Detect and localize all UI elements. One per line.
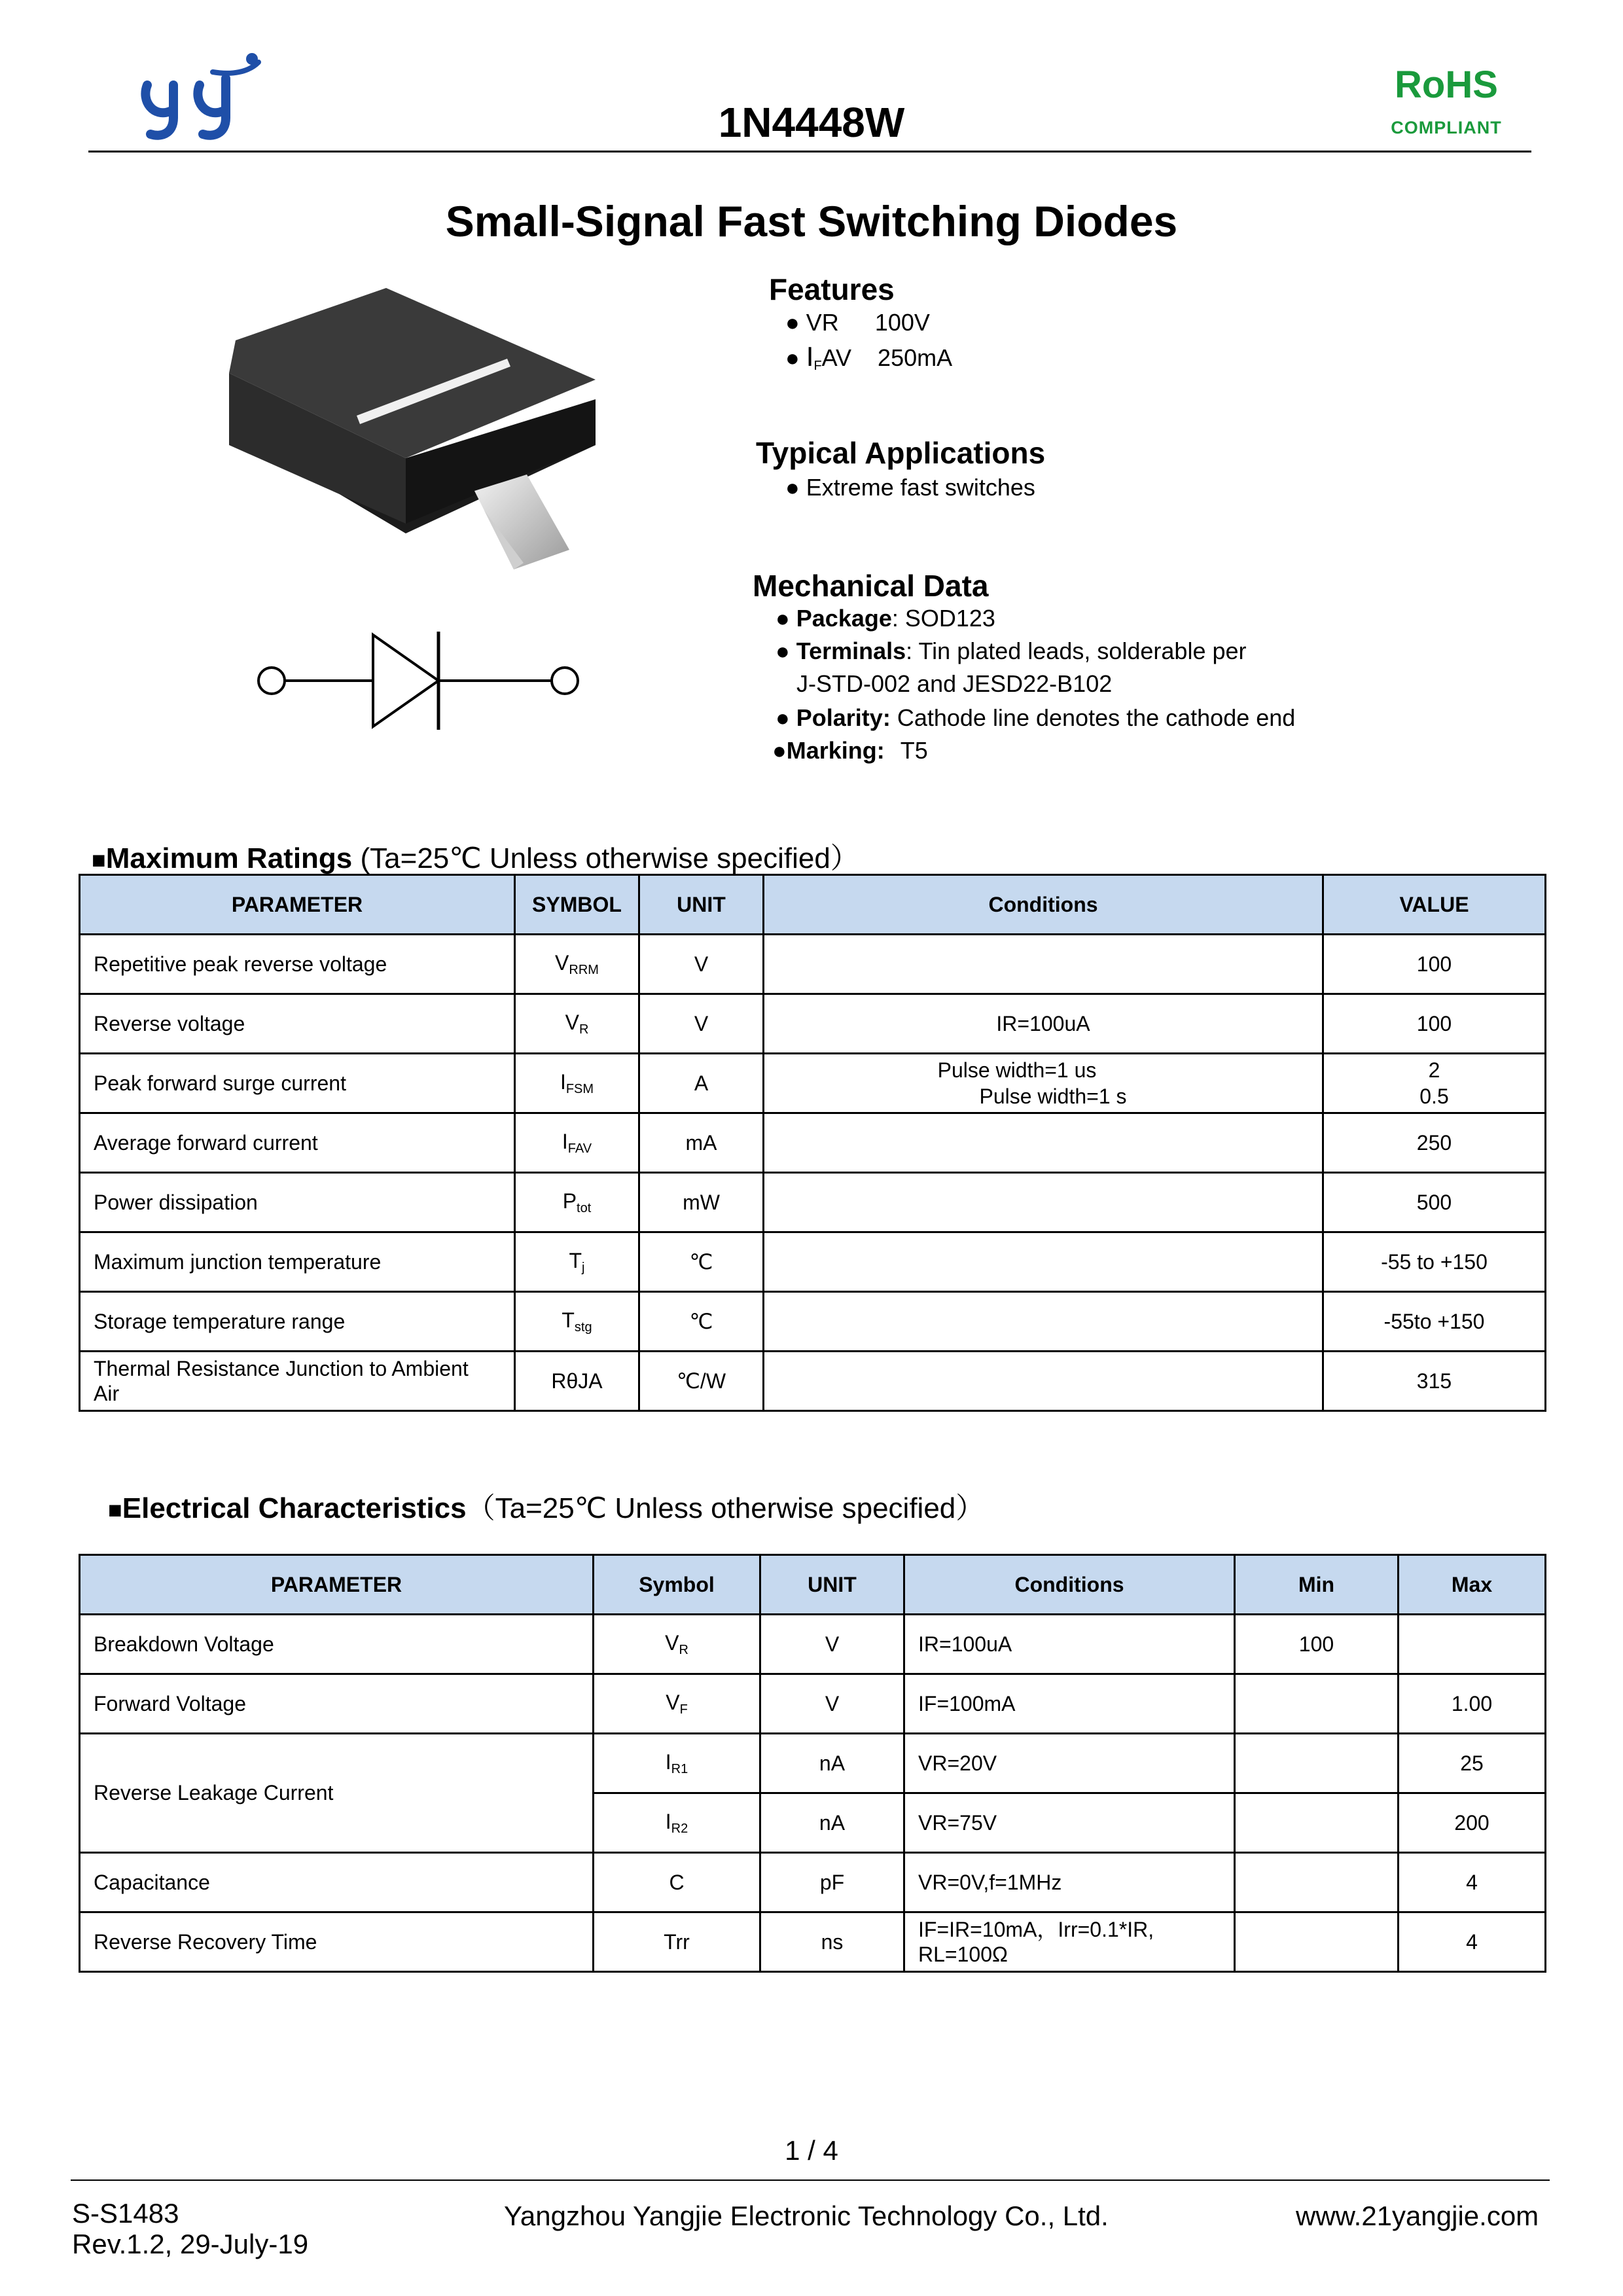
mech-marking: ●Marking: T5	[772, 737, 928, 764]
table-row: Breakdown Voltage $V_R$ V IR=100uA 100	[80, 1615, 1546, 1674]
bullet-icon: ●	[785, 474, 800, 501]
feature-label: $I_FAV$	[806, 341, 852, 373]
bullet-icon: ●	[785, 309, 800, 336]
table-row: Average forward current $I_{FAV}$ mA 250	[80, 1113, 1546, 1173]
feature-vr	[785, 306, 930, 339]
square-bullet-icon: ■	[92, 846, 106, 873]
rohs-compliant-label: COMPLIANT	[1391, 118, 1502, 137]
feature-label: VR	[806, 309, 839, 336]
mechanical-heading: Mechanical Data	[753, 569, 989, 603]
features-heading: Features	[769, 272, 895, 306]
table-row: $I_{R2}$ nA VR=75V 200	[80, 1793, 1546, 1853]
table-row: Thermal Resistance Junction to Ambient Air RθJA ℃/W 315	[80, 1352, 1546, 1411]
elec-heading: ■Electrical Characteristics（Ta=25℃ Unless otherwise specified）	[108, 1492, 985, 1524]
company-name: Yangzhou Yangjie Electronic Technology Co., Ltd.	[504, 2200, 1109, 2231]
col-symbol: SYMBOL	[515, 875, 639, 935]
part-number: 1N4448W	[718, 99, 905, 146]
table-row: Peak forward surge current $I_{FSM}$ A Pulse width=1 us Pulse width=1 s 2 0.5	[80, 1054, 1546, 1113]
rohs-badge: RoHS	[1395, 63, 1498, 106]
table-row: Repetitive peak reverse voltage $V_{RRM}$ V 100	[80, 935, 1546, 994]
bullet-icon: ●	[776, 704, 790, 731]
bullet-icon: ●	[776, 637, 790, 664]
revision: Rev.1.2, 29-July-19	[72, 2229, 309, 2259]
page-title: Small-Signal Fast Switching Diodes	[445, 197, 1178, 245]
col-unit: UNIT	[639, 875, 764, 935]
feature-value: 250mA	[878, 344, 953, 371]
sod123-package-icon	[216, 275, 609, 589]
mech-terminals: ● Terminals: Tin plated leads, solderable per	[776, 637, 1247, 664]
table-header-row	[80, 875, 1546, 935]
table-row: Reverse Recovery Time Trr ns IF=IR=10mA，Irr=0.1*IR, RL=100Ω 4	[80, 1912, 1546, 1972]
table-row: Reverse Leakage Current $I_{R1}$ nA VR=20V 25	[80, 1734, 1546, 1793]
col-parameter: PARAMETER	[80, 875, 515, 935]
website-link[interactable]: www.21yangjie.com	[1296, 2200, 1539, 2231]
square-bullet-icon: ■	[108, 1496, 122, 1523]
mech-polarity: ● Polarity: Cathode line denotes the cathode end	[776, 704, 1296, 731]
table-row: Reverse voltage $V_R$ V IR=100uA 100	[80, 994, 1546, 1054]
application-item: ● Extreme fast switches	[785, 474, 1035, 501]
mech-terminals-cont: J-STD-002 and JESD22-B102	[796, 670, 1113, 697]
table-row: Storage temperature range $T_{stg}$ ℃ -55to +150	[80, 1292, 1546, 1352]
doc-id: S-S1483	[72, 2198, 179, 2229]
table-row: Maximum junction temperature $T_j$ ℃ -55 to +150	[80, 1232, 1546, 1292]
table-row: Capacitance C pF VR=0V,f=1MHz 4	[80, 1853, 1546, 1912]
applications-heading: Typical Applications	[756, 436, 1046, 470]
footer-rule	[71, 2179, 1550, 2181]
max-ratings-table	[79, 874, 1546, 1412]
table-header-row: PARAMETER Symbol UNIT Conditions Min Max	[80, 1555, 1546, 1615]
diode-schematic-icon	[252, 625, 586, 736]
table-row: Forward Voltage $V_F$ V IF=100mA 1.00	[80, 1674, 1546, 1734]
electrical-table	[79, 1554, 1546, 1973]
header-rule	[88, 151, 1531, 152]
col-conditions: Conditions	[764, 875, 1323, 935]
feature-ifav	[785, 340, 952, 382]
max-ratings-heading: ■Maximum Ratings (Ta=25℃ Unless otherwise specified）	[92, 842, 859, 874]
bullet-icon: ●	[776, 605, 790, 632]
bullet-icon: ●	[785, 344, 800, 371]
col-value: VALUE	[1323, 875, 1546, 935]
diode-symbol	[252, 625, 586, 736]
page-number: 1 / 4	[785, 2135, 838, 2166]
bullet-icon: ●	[772, 737, 787, 764]
mech-package: ● Package: SOD123	[776, 605, 995, 632]
package-image	[216, 275, 609, 589]
feature-value: 100V	[874, 309, 930, 336]
table-row: Power dissipation $P_{tot}$ mW 500	[80, 1173, 1546, 1232]
